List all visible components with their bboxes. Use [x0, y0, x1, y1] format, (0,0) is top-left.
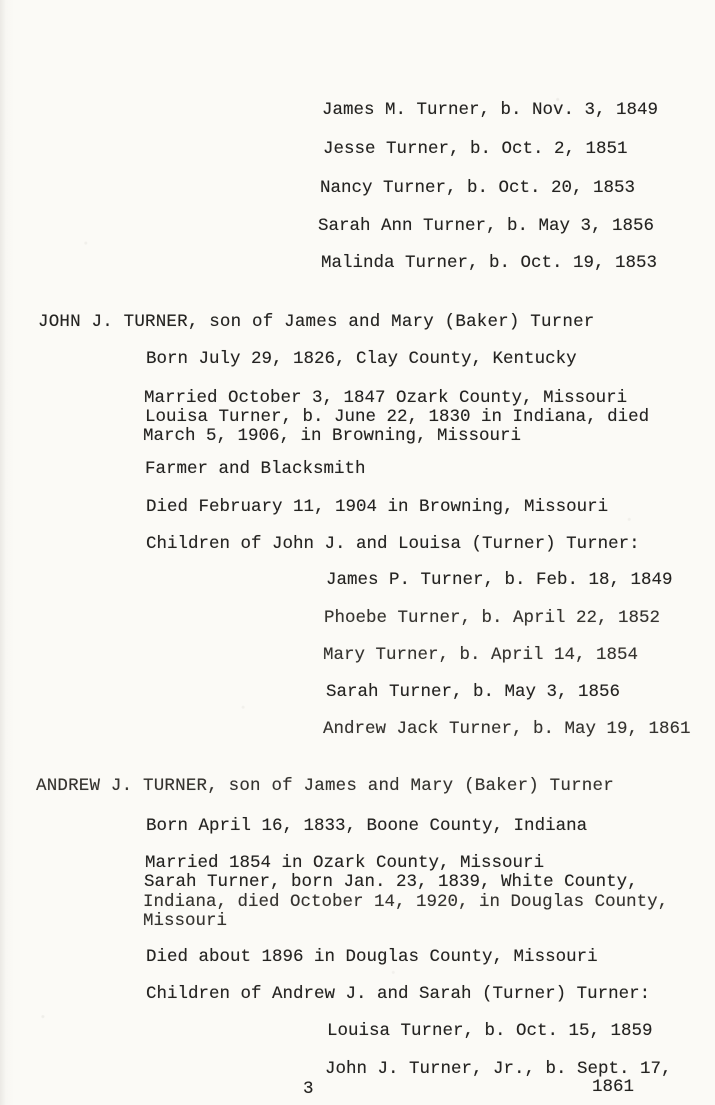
- child-entry: James P. Turner, b. Feb. 18, 1849: [326, 570, 673, 590]
- child-entry: James M. Turner, b. Nov. 3, 1849: [322, 100, 659, 120]
- child-entry: Sarah Turner, b. May 3, 1856: [326, 682, 621, 702]
- marriage-line: Indiana, died October 14, 1920, in Douglas County,: [143, 892, 669, 912]
- child-entry: Mary Turner, b. April 14, 1854: [323, 645, 639, 665]
- birth-line: Born April 16, 1833, Boone County, Indiana: [146, 816, 588, 836]
- child-entry: John J. Turner, Jr., b. Sept. 17,: [325, 1059, 672, 1079]
- children-intro-line: Children of Andrew J. and Sarah (Turner) Turner:: [146, 984, 651, 1004]
- children-intro-line: Children of John J. and Louisa (Turner) Turner:: [146, 534, 640, 554]
- child-entry: Andrew Jack Turner, b. May 19, 1861: [323, 719, 691, 739]
- death-line: Died about 1896 in Douglas County, Missouri: [146, 947, 598, 967]
- marriage-line: Married 1854 in Ozark County, Missouri: [145, 853, 545, 873]
- child-entry: Louisa Turner, b. Oct. 15, 1859: [327, 1021, 653, 1041]
- child-entry: Phoebe Turner, b. April 22, 1852: [324, 608, 661, 628]
- person-heading-john-j-turner: JOHN J. TURNER, son of James and Mary (Baker) Turner: [38, 312, 595, 332]
- child-entry: Malinda Turner, b. Oct. 19, 1853: [321, 253, 658, 273]
- child-entry-continuation: 1861: [592, 1077, 635, 1097]
- occupation-line: Farmer and Blacksmith: [145, 459, 366, 479]
- child-entry: Jesse Turner, b. Oct. 2, 1851: [323, 139, 628, 159]
- death-line: Died February 11, 1904 in Browning, Missouri: [146, 497, 609, 517]
- person-heading-andrew-j-turner: ANDREW J. TURNER, son of James and Mary (Baker) Turner: [36, 776, 614, 796]
- marriage-line: Louisa Turner, b. June 22, 1830 in Indiana, died: [145, 407, 650, 427]
- birth-line: Born July 29, 1826, Clay County, Kentucky: [146, 349, 577, 369]
- marriage-line: March 5, 1906, in Browning, Missouri: [143, 426, 522, 446]
- marriage-line: Married October 3, 1847 Ozark County, Missouri: [144, 388, 628, 408]
- page-number: 3: [303, 1079, 314, 1099]
- child-entry: Sarah Ann Turner, b. May 3, 1856: [318, 216, 655, 236]
- marriage-line: Missouri: [143, 911, 228, 931]
- child-entry: Nancy Turner, b. Oct. 20, 1853: [320, 178, 636, 198]
- marriage-line: Sarah Turner, born Jan. 23, 1839, White County,: [144, 872, 638, 892]
